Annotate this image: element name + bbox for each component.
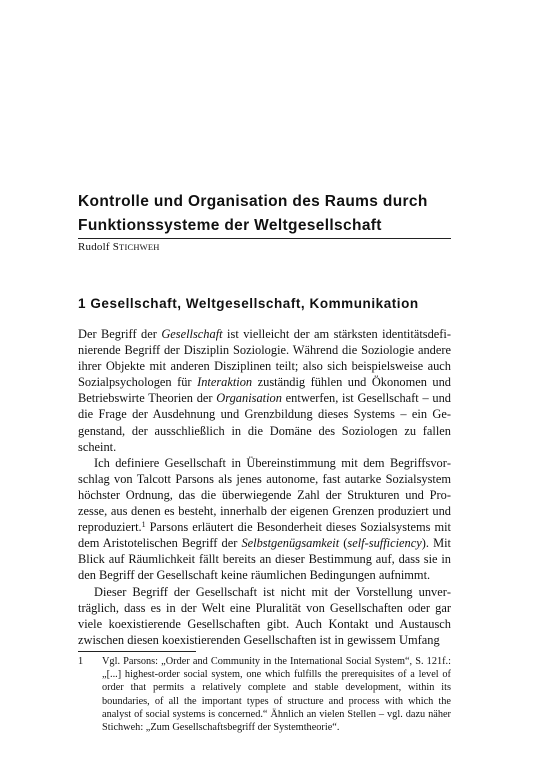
text-run: zuständig fühlen und Ökonomen und Betriebswirte Theorien der: [78, 375, 451, 406]
chapter-title: [78, 190, 478, 238]
text-run: ist vielleicht der am stärksten identitätsdefinierende Begriff der Disziplin Soziologie. Während die Soziologie andere ihrer Objekte mit anderen Disziplinen teilt; also sich beispielsweise auch Sozialpsychologen für: [78, 327, 451, 390]
text-run: entwerfen, ist Gesellschaft – und die Frage der Ausdehnung und Grenzbildung dieses Systems – ein Gegenstand, der ausschließlich in die Domäne des Soziologen zu fallen scheint.: [78, 391, 451, 454]
chapter-title-line-2: Funktionssysteme der Weltgesellschaft: [78, 217, 382, 234]
author-last-initial: S: [112, 241, 120, 253]
text-run: Der Begriff der: [78, 327, 162, 341]
title-rule: [78, 238, 451, 239]
footnote-rule: [78, 651, 196, 652]
emphasis: Interaktion: [197, 375, 253, 390]
emphasis: Gesellschaft: [161, 327, 223, 341]
footnote-number: 1: [78, 656, 84, 667]
text-run: Dieser Begriff der Gesellschaft ist nicht mit der Vorstellung unverträglich, dass es in der Welt eine Pluralität von Gesellschaften oder gar viele koexistierende Gesellschaften gibt. Auch Kontakt und Austausch zwischen diesen koexistierenden Gesellschaften ist in gewissem Umfang: [78, 584, 451, 647]
author-last-rest: TICHWEH: [119, 242, 160, 252]
body-text: [78, 326, 451, 648]
footnote-reference[interactable]: 1: [141, 520, 146, 530]
author-first-name: Rudolf: [78, 241, 110, 253]
emphasis: Organisation: [216, 391, 282, 406]
author-name: [78, 241, 160, 253]
paragraph-2: [78, 455, 451, 584]
text-run: Parsons erläutert die Besonderheit dieses Sozialsystems mit dem Aristotelischen Begriff der: [78, 520, 451, 551]
paragraph-3: [78, 584, 451, 648]
chapter-title-line-1: Kontrolle und Organisation des Raums durch: [78, 193, 428, 210]
section-heading: 1 Gesellschaft, Weltgesellschaft, Kommunikation: [78, 296, 419, 311]
text-run: (: [339, 536, 348, 551]
emphasis: self-sufficiency: [347, 536, 422, 551]
paragraph-1: [78, 326, 451, 455]
emphasis: Selbstgenügsamkeit: [241, 536, 340, 551]
footnote: [78, 655, 451, 734]
text-run: Ich definiere Gesellschaft in Übereinstimmung mit dem Begriffsvorschlag von Talcott Parsons als jenes autonome, fast autarke Sozialsystem höchster Ordnung, das die überwiegende Zahl der Strukturen und Prozesse, aus denen es besteht, innerhalb der eigenen Grenzen produziert und reproduziert.: [78, 455, 451, 535]
footnote-text: Vgl. Parsons: „Order and Community in the International Social System“, S. 121f.: „[...] highest-order social system, one which fulfills the prerequisites of a level of order that permits a relatively complete and stable development, within its boundaries, of all the important types of structure and process with which the analyst of social systems is concerned.“ Ähnlich an vielen Stellen – vgl. dazu näher Stichweh: „Zum Gesellschaftsbegriff der Systemtheorie“.: [102, 656, 451, 734]
text-run: ). Mit Blick auf Räumlichkeit fällt bereits an dieser Bestimmung auf, dass sie in den Begriff der Gesellschaft keine räumlichen Bedingungen aufnimmt.: [78, 536, 451, 583]
